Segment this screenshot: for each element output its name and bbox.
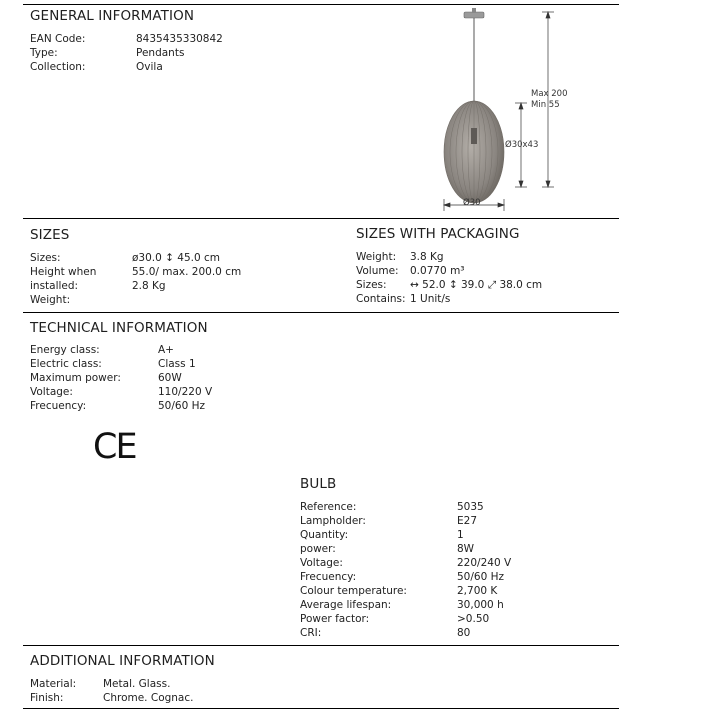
ean-value: 8435435330842 bbox=[136, 33, 223, 45]
tech-row bbox=[30, 399, 205, 413]
bulb-label: power: bbox=[300, 543, 336, 555]
bulb-value: 5035 bbox=[457, 501, 484, 513]
tech-row bbox=[30, 357, 196, 371]
general-info-title: GENERAL INFORMATION bbox=[30, 8, 195, 24]
bulb-label: Colour temperature: bbox=[300, 585, 407, 597]
packaging-row-weight bbox=[356, 250, 444, 264]
additional-row-finish bbox=[30, 691, 193, 705]
bulb-row bbox=[300, 626, 470, 640]
tech-label: Maximum power: bbox=[30, 372, 121, 384]
tech-row bbox=[30, 343, 174, 357]
finish-label: Finish: bbox=[30, 692, 64, 704]
ean-label: EAN Code: bbox=[30, 33, 86, 45]
type-value: Pendants bbox=[136, 47, 185, 59]
bulb-value: 220/240 V bbox=[457, 557, 512, 569]
sizes-title: SIZES bbox=[30, 227, 70, 243]
bulb-value: 30,000 h bbox=[457, 599, 504, 611]
packaging-row-sizes bbox=[356, 278, 542, 292]
tech-value: Class 1 bbox=[158, 358, 196, 370]
tech-value: 50/60 Hz bbox=[158, 400, 206, 412]
general-row-type bbox=[30, 46, 184, 60]
general-row-collection bbox=[30, 60, 163, 74]
height-value: 55.0/ max. 200.0 cm bbox=[132, 266, 242, 278]
height-when-label: Height when bbox=[30, 266, 97, 278]
bulb-row bbox=[300, 598, 504, 612]
canopy-top bbox=[472, 8, 476, 13]
general-row-ean bbox=[30, 32, 223, 46]
bulb-label: Voltage: bbox=[300, 557, 343, 569]
tech-label: Energy class: bbox=[30, 344, 100, 356]
pack-sizes-label: Sizes: bbox=[356, 279, 387, 291]
bulb-value: >0.50 bbox=[457, 613, 490, 625]
weight-value: 2.8 Kg bbox=[132, 280, 166, 292]
material-label: Material: bbox=[30, 678, 77, 690]
additional-title: ADDITIONAL INFORMATION bbox=[30, 653, 215, 669]
tech-value: 60W bbox=[158, 372, 182, 384]
installed-label: installed: bbox=[30, 280, 79, 292]
tech-label: Frecuency: bbox=[30, 400, 87, 412]
finish-value: Chrome. Cognac. bbox=[103, 692, 194, 704]
technical-rule bbox=[23, 312, 619, 313]
weight-label: Weight: bbox=[30, 294, 71, 306]
collection-label: Collection: bbox=[30, 61, 86, 73]
bulb-label: Frecuency: bbox=[300, 571, 357, 583]
type-label: Type: bbox=[30, 47, 58, 59]
tech-row bbox=[30, 385, 212, 399]
max-height-label: Max 200 bbox=[531, 89, 568, 99]
bulb-holder bbox=[471, 128, 477, 144]
bulb-row bbox=[300, 556, 511, 570]
bulb-value: E27 bbox=[457, 515, 477, 527]
tech-value: 110/220 V bbox=[158, 386, 213, 398]
bulb-value: 80 bbox=[457, 627, 471, 639]
sizes-value: ø30.0 ↕ 45.0 cm bbox=[132, 252, 220, 264]
bulb-label: Quantity: bbox=[300, 529, 349, 541]
bulb-row bbox=[300, 584, 497, 598]
material-value: Metal. Glass. bbox=[103, 678, 171, 690]
bulb-label: Average lifespan: bbox=[300, 599, 392, 611]
tech-label: Electric class: bbox=[30, 358, 102, 370]
bulb-value: 1 bbox=[457, 529, 464, 541]
bulb-row bbox=[300, 570, 504, 584]
bulb-value: 50/60 Hz bbox=[457, 571, 505, 583]
bulb-label: CRI: bbox=[300, 627, 322, 639]
tech-row bbox=[30, 371, 182, 385]
bulb-row bbox=[300, 528, 464, 542]
sizes-rule bbox=[23, 218, 619, 219]
bottom-rule bbox=[23, 708, 619, 709]
bulb-label: Power factor: bbox=[300, 613, 370, 625]
packaging-row-contains bbox=[356, 292, 450, 306]
pack-contains-label: Contains: bbox=[356, 293, 406, 305]
pack-volume-label: Volume: bbox=[356, 265, 399, 277]
additional-rule bbox=[23, 645, 619, 646]
tech-label: Voltage: bbox=[30, 386, 73, 398]
sizes-label: Sizes: bbox=[30, 252, 61, 264]
pack-sizes-value: ↔ 52.0 ↕ 39.0 ⤢ 38.0 cm bbox=[410, 279, 543, 291]
width-label: Ø30 bbox=[463, 198, 481, 208]
pack-weight-value: 3.8 Kg bbox=[410, 251, 444, 263]
bulb-row bbox=[300, 514, 477, 528]
bulb-row bbox=[300, 612, 489, 626]
min-height-label: Min 55 bbox=[531, 100, 560, 110]
pack-volume-value: 0.0770 m³ bbox=[410, 265, 465, 277]
bulb-value: 8W bbox=[457, 543, 475, 555]
additional-row-material bbox=[30, 677, 170, 691]
pack-weight-label: Weight: bbox=[356, 251, 397, 263]
bulb-label: Lampholder: bbox=[300, 515, 366, 527]
tech-value: A+ bbox=[158, 344, 174, 356]
pack-contains-value: 1 Unit/s bbox=[410, 293, 451, 305]
packaging-title: SIZES WITH PACKAGING bbox=[356, 226, 520, 242]
bulb-value: 2,700 K bbox=[457, 585, 498, 597]
shade-size-label: Ø30x43 bbox=[505, 140, 539, 150]
top-rule bbox=[23, 4, 619, 5]
bulb-title: BULB bbox=[300, 476, 337, 492]
bulb-row bbox=[300, 542, 474, 556]
ce-mark-icon: CE bbox=[93, 427, 136, 467]
bulb-row bbox=[300, 500, 484, 514]
technical-title: TECHNICAL INFORMATION bbox=[30, 320, 208, 336]
collection-value: Ovila bbox=[136, 61, 163, 73]
packaging-row-volume bbox=[356, 264, 465, 278]
bulb-label: Reference: bbox=[300, 501, 357, 513]
